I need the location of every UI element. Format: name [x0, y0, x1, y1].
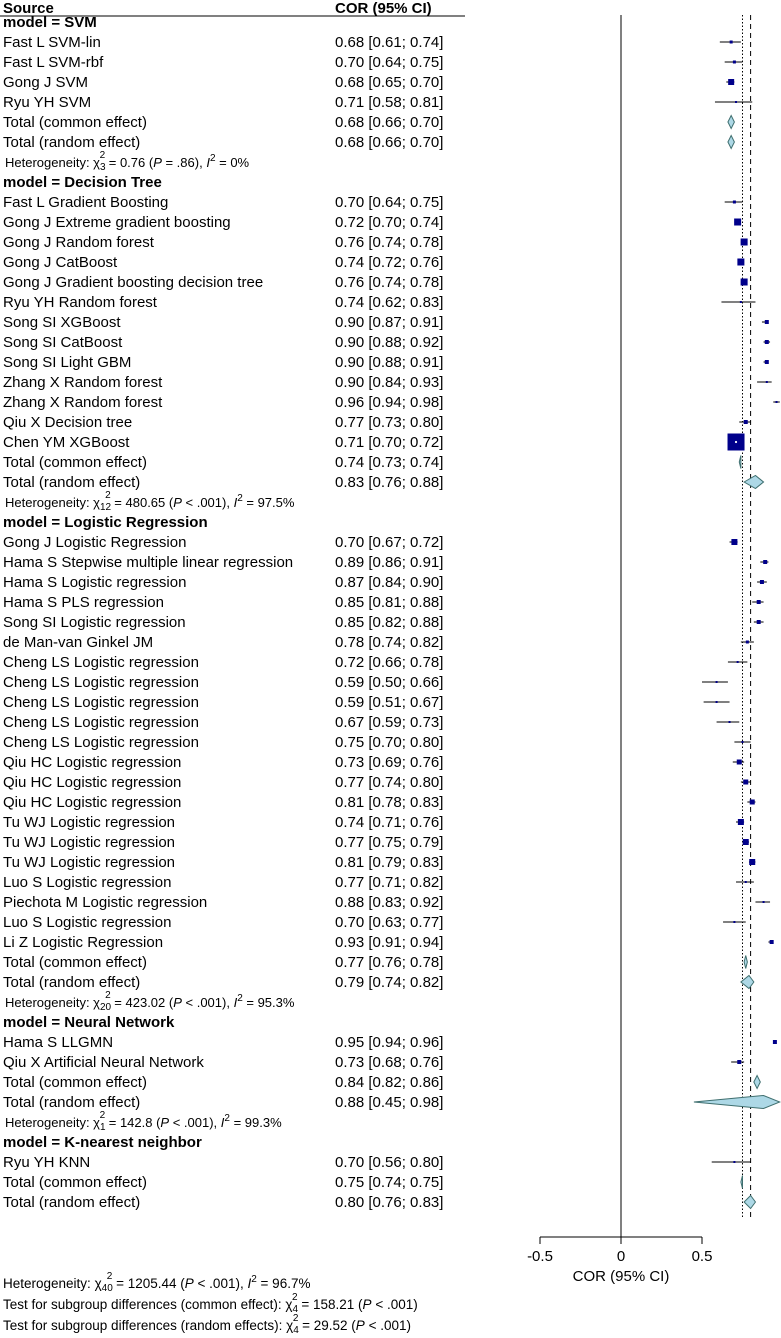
study-label: Gong J Logistic Regression — [3, 534, 187, 551]
forest-row-random — [3, 1194, 755, 1211]
df-subscript: 3 — [100, 162, 106, 173]
estimate-ci-label: 0.89 [0.86; 0.91] — [335, 554, 444, 571]
footer-statistics — [3, 1271, 418, 1336]
study-label: Tu WJ Logistic regression — [3, 814, 176, 831]
het-text-part: = 99.3% — [229, 1115, 282, 1130]
forest-row-study — [3, 434, 745, 452]
het-text-part: = 480.65 ( — [110, 495, 174, 510]
heterogeneity-label — [5, 490, 295, 513]
chi-symbol: χ — [93, 995, 100, 1010]
chi-symbol: χ — [286, 1318, 294, 1333]
estimate-ci-label: 0.81 [0.78; 0.83] — [335, 794, 444, 811]
het-text-part: Heterogeneity: — [3, 1276, 95, 1291]
study-label: Gong J Gradient boosting decision tree — [3, 274, 264, 291]
forest-row-study — [3, 34, 741, 51]
footer-line — [3, 1292, 418, 1315]
total-label: Total (common effect) — [3, 114, 147, 131]
forest-row-study — [3, 614, 764, 631]
estimate-ci-label: 0.70 [0.67; 0.72] — [335, 534, 444, 551]
estimate-ci-label: 0.76 [0.74; 0.78] — [335, 274, 444, 291]
study-label: Cheng LS Logistic regression — [3, 654, 199, 671]
total-label: Total (random effect) — [3, 974, 141, 991]
forest-row-study — [3, 714, 739, 731]
estimate-ci-label: 0.77 [0.76; 0.78] — [335, 954, 444, 971]
p-symbol: P — [355, 1318, 365, 1333]
estimate-ci-label: 0.74 [0.73; 0.74] — [335, 454, 444, 471]
total-label: Total (common effect) — [3, 1174, 147, 1191]
het-text-part: Test for subgroup differences (random effects): — [3, 1318, 287, 1333]
study-label: Cheng LS Logistic regression — [3, 714, 199, 731]
total-label: Total (common effect) — [3, 954, 147, 971]
estimate-ci-label: 0.68 [0.61; 0.74] — [335, 34, 444, 51]
study-label: Cheng LS Logistic regression — [3, 734, 199, 751]
total-label: Total (random effect) — [3, 1094, 141, 1111]
study-label: Fast L SVM-lin — [3, 34, 101, 51]
forest-row-study — [3, 1034, 777, 1051]
het-text-part: = 97.5% — [242, 495, 295, 510]
estimate-ci-label: 0.75 [0.74; 0.75] — [335, 1174, 444, 1191]
x-tick-label: -0.5 — [527, 1248, 553, 1265]
het-text-part: = .86), — [161, 155, 207, 170]
estimate-ci-label: 0.59 [0.50; 0.66] — [335, 674, 444, 691]
study-label: Gong J Random forest — [3, 234, 154, 251]
forest-row-study — [3, 534, 738, 551]
forest-row-study — [3, 634, 754, 651]
study-label: Qiu HC Logistic regression — [3, 774, 182, 791]
total-label: Total (common effect) — [3, 454, 147, 471]
estimate-ci-label: 0.85 [0.81; 0.88] — [335, 594, 444, 611]
forest-row-study — [3, 854, 755, 871]
study-label: Qiu HC Logistic regression — [3, 754, 182, 771]
estimate-ci-label: 0.75 [0.70; 0.80] — [335, 734, 444, 751]
het-text-part: = 29.52 ( — [298, 1318, 356, 1333]
estimate-ci-label: 0.77 [0.71; 0.82] — [335, 874, 444, 891]
subgroup-header: model = Decision Tree — [3, 174, 162, 191]
forest-row-study — [3, 1154, 751, 1171]
estimate-ci-label: 0.95 [0.94; 0.96] — [335, 1034, 444, 1051]
forest-row-het — [5, 1110, 282, 1133]
estimate-ci-label: 0.88 [0.45; 0.98] — [335, 1094, 444, 1111]
forest-row-study — [3, 934, 774, 951]
x-axis — [527, 1237, 712, 1285]
het-text-part: = 0.76 ( — [105, 155, 154, 170]
forest-row-study — [3, 554, 768, 571]
het-text-part: = 95.3% — [242, 995, 295, 1010]
study-label: Li Z Logistic Regression — [3, 934, 164, 951]
forest-row-study — [3, 214, 741, 231]
estimate-ci-label: 0.68 [0.65; 0.70] — [335, 74, 444, 91]
random-effect-diamond — [741, 976, 754, 989]
common-effect-diamond — [754, 1076, 760, 1089]
het-text-part: < .001) — [364, 1318, 411, 1333]
forest-row-study — [3, 254, 744, 271]
forest-row-study — [3, 574, 767, 591]
random-effect-diamond — [744, 1196, 755, 1209]
study-label: Tu WJ Logistic regression — [3, 834, 176, 851]
forest-row-study — [3, 874, 754, 891]
common-effect-diamond — [744, 956, 747, 969]
random-effect-diamond — [728, 136, 734, 149]
reference-lines — [621, 15, 751, 1237]
estimate-ci-label: 0.90 [0.84; 0.93] — [335, 374, 444, 391]
i2-superscript: 2 — [224, 1113, 230, 1124]
estimate-ci-label: 0.77 [0.75; 0.79] — [335, 834, 444, 851]
estimate-ci-label: 0.79 [0.74; 0.82] — [335, 974, 444, 991]
p-symbol: P — [160, 1115, 170, 1130]
forest-row-study — [3, 914, 746, 931]
chi-symbol: χ — [94, 1276, 102, 1291]
estimate-ci-label: 0.68 [0.66; 0.70] — [335, 114, 444, 131]
chi-superscript: 2 — [99, 150, 106, 161]
estimate-ci-label: 0.74 [0.62; 0.83] — [335, 294, 444, 311]
forest-row-study — [3, 274, 748, 291]
estimate-ci-label: 0.90 [0.88; 0.92] — [335, 334, 444, 351]
estimate-ci-label: 0.73 [0.68; 0.76] — [335, 1054, 444, 1071]
forest-row-study — [3, 54, 743, 71]
forest-row-study — [3, 94, 752, 111]
estimate-ci-label: 0.90 [0.88; 0.91] — [335, 354, 444, 371]
study-label: de Man-van Ginkel JM — [3, 634, 154, 651]
df-subscript: 40 — [101, 1283, 113, 1294]
i2-superscript: 2 — [251, 1274, 257, 1285]
forest-row-common — [3, 454, 741, 471]
estimate-ci-label: 0.78 [0.74; 0.82] — [335, 634, 444, 651]
i-symbol: I — [206, 155, 210, 170]
forest-row-group — [3, 514, 208, 531]
study-label: Gong J SVM — [3, 74, 89, 91]
study-label: Piechota M Logistic regression — [3, 894, 208, 911]
p-symbol: P — [184, 1276, 194, 1291]
estimate-ci-label: 0.76 [0.74; 0.78] — [335, 234, 444, 251]
forest-row-random — [3, 1094, 780, 1111]
footer-line — [3, 1313, 411, 1336]
p-symbol: P — [362, 1297, 372, 1312]
forest-row-study — [3, 1054, 744, 1071]
header-source: Source — [3, 0, 54, 17]
p-symbol: P — [153, 155, 162, 170]
estimate-ci-label: 0.70 [0.56; 0.80] — [335, 1154, 444, 1171]
forest-row-random — [3, 134, 734, 151]
i2-superscript: 2 — [209, 153, 216, 164]
i-symbol: I — [220, 1115, 225, 1130]
estimate-ci-label: 0.84 [0.82; 0.86] — [335, 1074, 444, 1091]
study-label: Ryu YH Random forest — [3, 294, 157, 311]
study-label: Qiu X Decision tree — [3, 414, 133, 431]
het-text-part: Heterogeneity: — [5, 155, 94, 170]
study-label: Hama S LLGMN — [3, 1034, 114, 1051]
forest-row-study — [3, 294, 755, 311]
het-text-part: < .001), — [193, 1276, 248, 1291]
forest-row-study — [3, 334, 770, 351]
study-label: Song SI Light GBM — [3, 354, 132, 371]
subgroup-header: model = K-nearest neighbor — [3, 1134, 202, 1151]
forest-row-het — [5, 990, 295, 1013]
chi-superscript: 2 — [105, 990, 111, 1001]
forest-row-het — [5, 490, 295, 513]
het-text-part: Heterogeneity: — [5, 1115, 94, 1130]
forest-row-group — [3, 14, 97, 31]
df-subscript: 1 — [100, 1122, 106, 1133]
study-label: Qiu X Artificial Neural Network — [3, 1054, 204, 1071]
forest-row-het — [5, 150, 250, 173]
estimate-ci-label: 0.90 [0.87; 0.91] — [335, 314, 444, 331]
forest-row-common — [3, 954, 747, 971]
study-label: Chen YM XGBoost — [3, 434, 130, 451]
forest-row-study — [3, 734, 751, 751]
study-label: Ryu YH KNN — [3, 1154, 91, 1171]
study-label: Luo S Logistic regression — [3, 874, 172, 891]
df-subscript: 4 — [292, 1304, 299, 1315]
total-label: Total (common effect) — [3, 1074, 147, 1091]
het-text-part: = 96.7% — [256, 1276, 311, 1291]
het-text-part: = 158.21 ( — [297, 1297, 363, 1312]
study-label: Zhang X Random forest — [3, 374, 163, 391]
forest-row-study — [3, 394, 780, 411]
estimate-ci-label: 0.88 [0.83; 0.92] — [335, 894, 444, 911]
estimate-ci-label: 0.70 [0.63; 0.77] — [335, 914, 444, 931]
study-label: Gong J CatBoost — [3, 254, 118, 271]
het-text-part: < .001), — [169, 1115, 221, 1130]
forest-row-study — [3, 194, 743, 211]
forest-row-study — [3, 834, 749, 851]
forest-row-study — [3, 374, 772, 391]
estimate-ci-label: 0.72 [0.66; 0.78] — [335, 654, 444, 671]
header-cor: COR (95% CI) — [335, 0, 432, 17]
estimate-ci-label: 0.59 [0.51; 0.67] — [335, 694, 444, 711]
forest-row-common — [3, 1174, 743, 1191]
i-symbol: I — [233, 995, 238, 1010]
het-text-part: Heterogeneity: — [5, 495, 94, 510]
df-subscript: 12 — [100, 502, 112, 513]
footer-line — [3, 1271, 310, 1294]
total-label: Total (random effect) — [3, 474, 141, 491]
common-effect-diamond — [741, 1176, 743, 1189]
het-text-part: = 423.02 ( — [110, 995, 174, 1010]
het-text-part: Heterogeneity: — [5, 995, 94, 1010]
chi-symbol: χ — [93, 155, 100, 170]
study-label: Fast L SVM-rbf — [3, 54, 104, 71]
estimate-ci-label: 0.70 [0.64; 0.75] — [335, 194, 444, 211]
study-label: Hama S Logistic regression — [3, 574, 187, 591]
estimate-ci-label: 0.73 [0.69; 0.76] — [335, 754, 444, 771]
forest-row-study — [3, 594, 764, 611]
df-subscript: 4 — [293, 1325, 299, 1336]
forest-row-study — [3, 814, 744, 831]
estimate-ci-label: 0.74 [0.72; 0.76] — [335, 254, 444, 271]
estimate-ci-label: 0.68 [0.66; 0.70] — [335, 134, 444, 151]
forest-row-study — [3, 234, 748, 251]
study-label: Cheng LS Logistic regression — [3, 674, 199, 691]
het-text-part: < .001), — [181, 995, 234, 1010]
forest-row-group — [3, 174, 162, 191]
estimate-ci-label: 0.74 [0.71; 0.76] — [335, 814, 444, 831]
estimate-ci-label: 0.77 [0.74; 0.80] — [335, 774, 444, 791]
heterogeneity-label — [5, 1110, 282, 1133]
forest-row-group — [3, 1014, 175, 1031]
forest-row-study — [3, 794, 755, 811]
estimate-ci-label: 0.93 [0.91; 0.94] — [335, 934, 444, 951]
forest-row-random — [3, 474, 764, 491]
study-label: Gong J Extreme gradient boosting — [3, 214, 231, 231]
chi-superscript: 2 — [292, 1313, 299, 1324]
heterogeneity-label — [5, 990, 295, 1013]
random-effect-diamond — [694, 1096, 780, 1109]
estimate-ci-label: 0.81 [0.79; 0.83] — [335, 854, 444, 871]
estimate-ci-label: 0.87 [0.84; 0.90] — [335, 574, 444, 591]
het-text-part: = 1205.44 ( — [112, 1276, 185, 1291]
het-text-part: < .001), — [181, 495, 234, 510]
estimate-ci-label: 0.71 [0.70; 0.72] — [335, 434, 444, 451]
p-symbol: P — [173, 495, 182, 510]
i-symbol: I — [233, 495, 238, 510]
total-label: Total (random effect) — [3, 134, 141, 151]
x-axis-label: COR (95% CI) — [572, 1268, 670, 1285]
study-label: Song SI Logistic regression — [3, 614, 186, 631]
x-tick-label: 0.5 — [691, 1248, 713, 1265]
forest-row-study — [3, 74, 734, 91]
forest-row-study — [3, 654, 747, 671]
forest-row-study — [3, 674, 728, 691]
heterogeneity-label — [5, 150, 250, 173]
study-label: Qiu HC Logistic regression — [3, 794, 182, 811]
common-effect-diamond — [728, 116, 734, 129]
chi-symbol: χ — [285, 1297, 293, 1312]
estimate-ci-label: 0.85 [0.82; 0.88] — [335, 614, 444, 631]
chi-symbol: χ — [93, 1115, 100, 1130]
subgroup-header: model = Logistic Regression — [3, 514, 208, 531]
het-text-part: < .001) — [371, 1297, 418, 1312]
i2-superscript: 2 — [237, 493, 243, 504]
estimate-ci-label: 0.71 [0.58; 0.81] — [335, 94, 444, 111]
x-tick-label: 0 — [616, 1248, 626, 1265]
study-label: Fast L Gradient Boosting — [3, 194, 169, 211]
i2-superscript: 2 — [237, 993, 243, 1004]
common-effect-diamond — [739, 456, 741, 469]
chi-superscript: 2 — [99, 1110, 106, 1121]
random-effect-diamond — [744, 476, 763, 489]
study-label: Hama S PLS regression — [3, 594, 164, 611]
forest-row-study — [3, 894, 770, 911]
subgroup-header: model = SVM — [3, 14, 97, 31]
study-label: Cheng LS Logistic regression — [3, 694, 199, 711]
study-label: Zhang X Random forest — [3, 394, 163, 411]
het-text-part: = 142.8 ( — [105, 1115, 161, 1130]
study-label: Luo S Logistic regression — [3, 914, 172, 931]
het-text-part: Test for subgroup differences (common effect): — [3, 1297, 286, 1312]
estimate-ci-label: 0.72 [0.70; 0.74] — [335, 214, 444, 231]
chi-superscript: 2 — [106, 1271, 113, 1282]
estimate-ci-label: 0.67 [0.59; 0.73] — [335, 714, 444, 731]
estimate-ci-label: 0.77 [0.73; 0.80] — [335, 414, 444, 431]
chi-symbol: χ — [93, 495, 100, 510]
study-label: Hama S Stepwise multiple linear regression — [3, 554, 294, 571]
chi-superscript: 2 — [105, 490, 111, 501]
estimate-ci-label: 0.70 [0.64; 0.75] — [335, 54, 444, 71]
study-label: Song SI XGBoost — [3, 314, 121, 331]
estimate-ci-label: 0.80 [0.76; 0.83] — [335, 1194, 444, 1211]
estimate-ci-label: 0.96 [0.94; 0.98] — [335, 394, 444, 411]
estimate-ci-label: 0.83 [0.76; 0.88] — [335, 474, 444, 491]
p-symbol: P — [173, 995, 182, 1010]
forest-row-study — [3, 354, 769, 371]
forest-row-common — [3, 1074, 760, 1091]
forest-row-common — [3, 114, 734, 131]
forest-row-study — [3, 314, 769, 331]
effect-point — [735, 441, 737, 443]
total-label: Total (random effect) — [3, 1194, 141, 1211]
forest-row-study — [3, 414, 751, 431]
forest-row-study — [3, 774, 751, 791]
forest-row-group — [3, 1134, 202, 1151]
i-symbol: I — [247, 1276, 252, 1291]
study-label: Ryu YH SVM — [3, 94, 92, 111]
subgroup-header: model = Neural Network — [3, 1014, 175, 1031]
forest-row-study — [3, 754, 744, 771]
df-subscript: 20 — [100, 1002, 112, 1013]
het-text-part: = 0% — [215, 155, 250, 170]
study-label: Tu WJ Logistic regression — [3, 854, 176, 871]
forest-rows — [3, 14, 780, 1211]
forest-row-random — [3, 974, 754, 991]
study-label: Song SI CatBoost — [3, 334, 123, 351]
chi-superscript: 2 — [292, 1292, 298, 1303]
